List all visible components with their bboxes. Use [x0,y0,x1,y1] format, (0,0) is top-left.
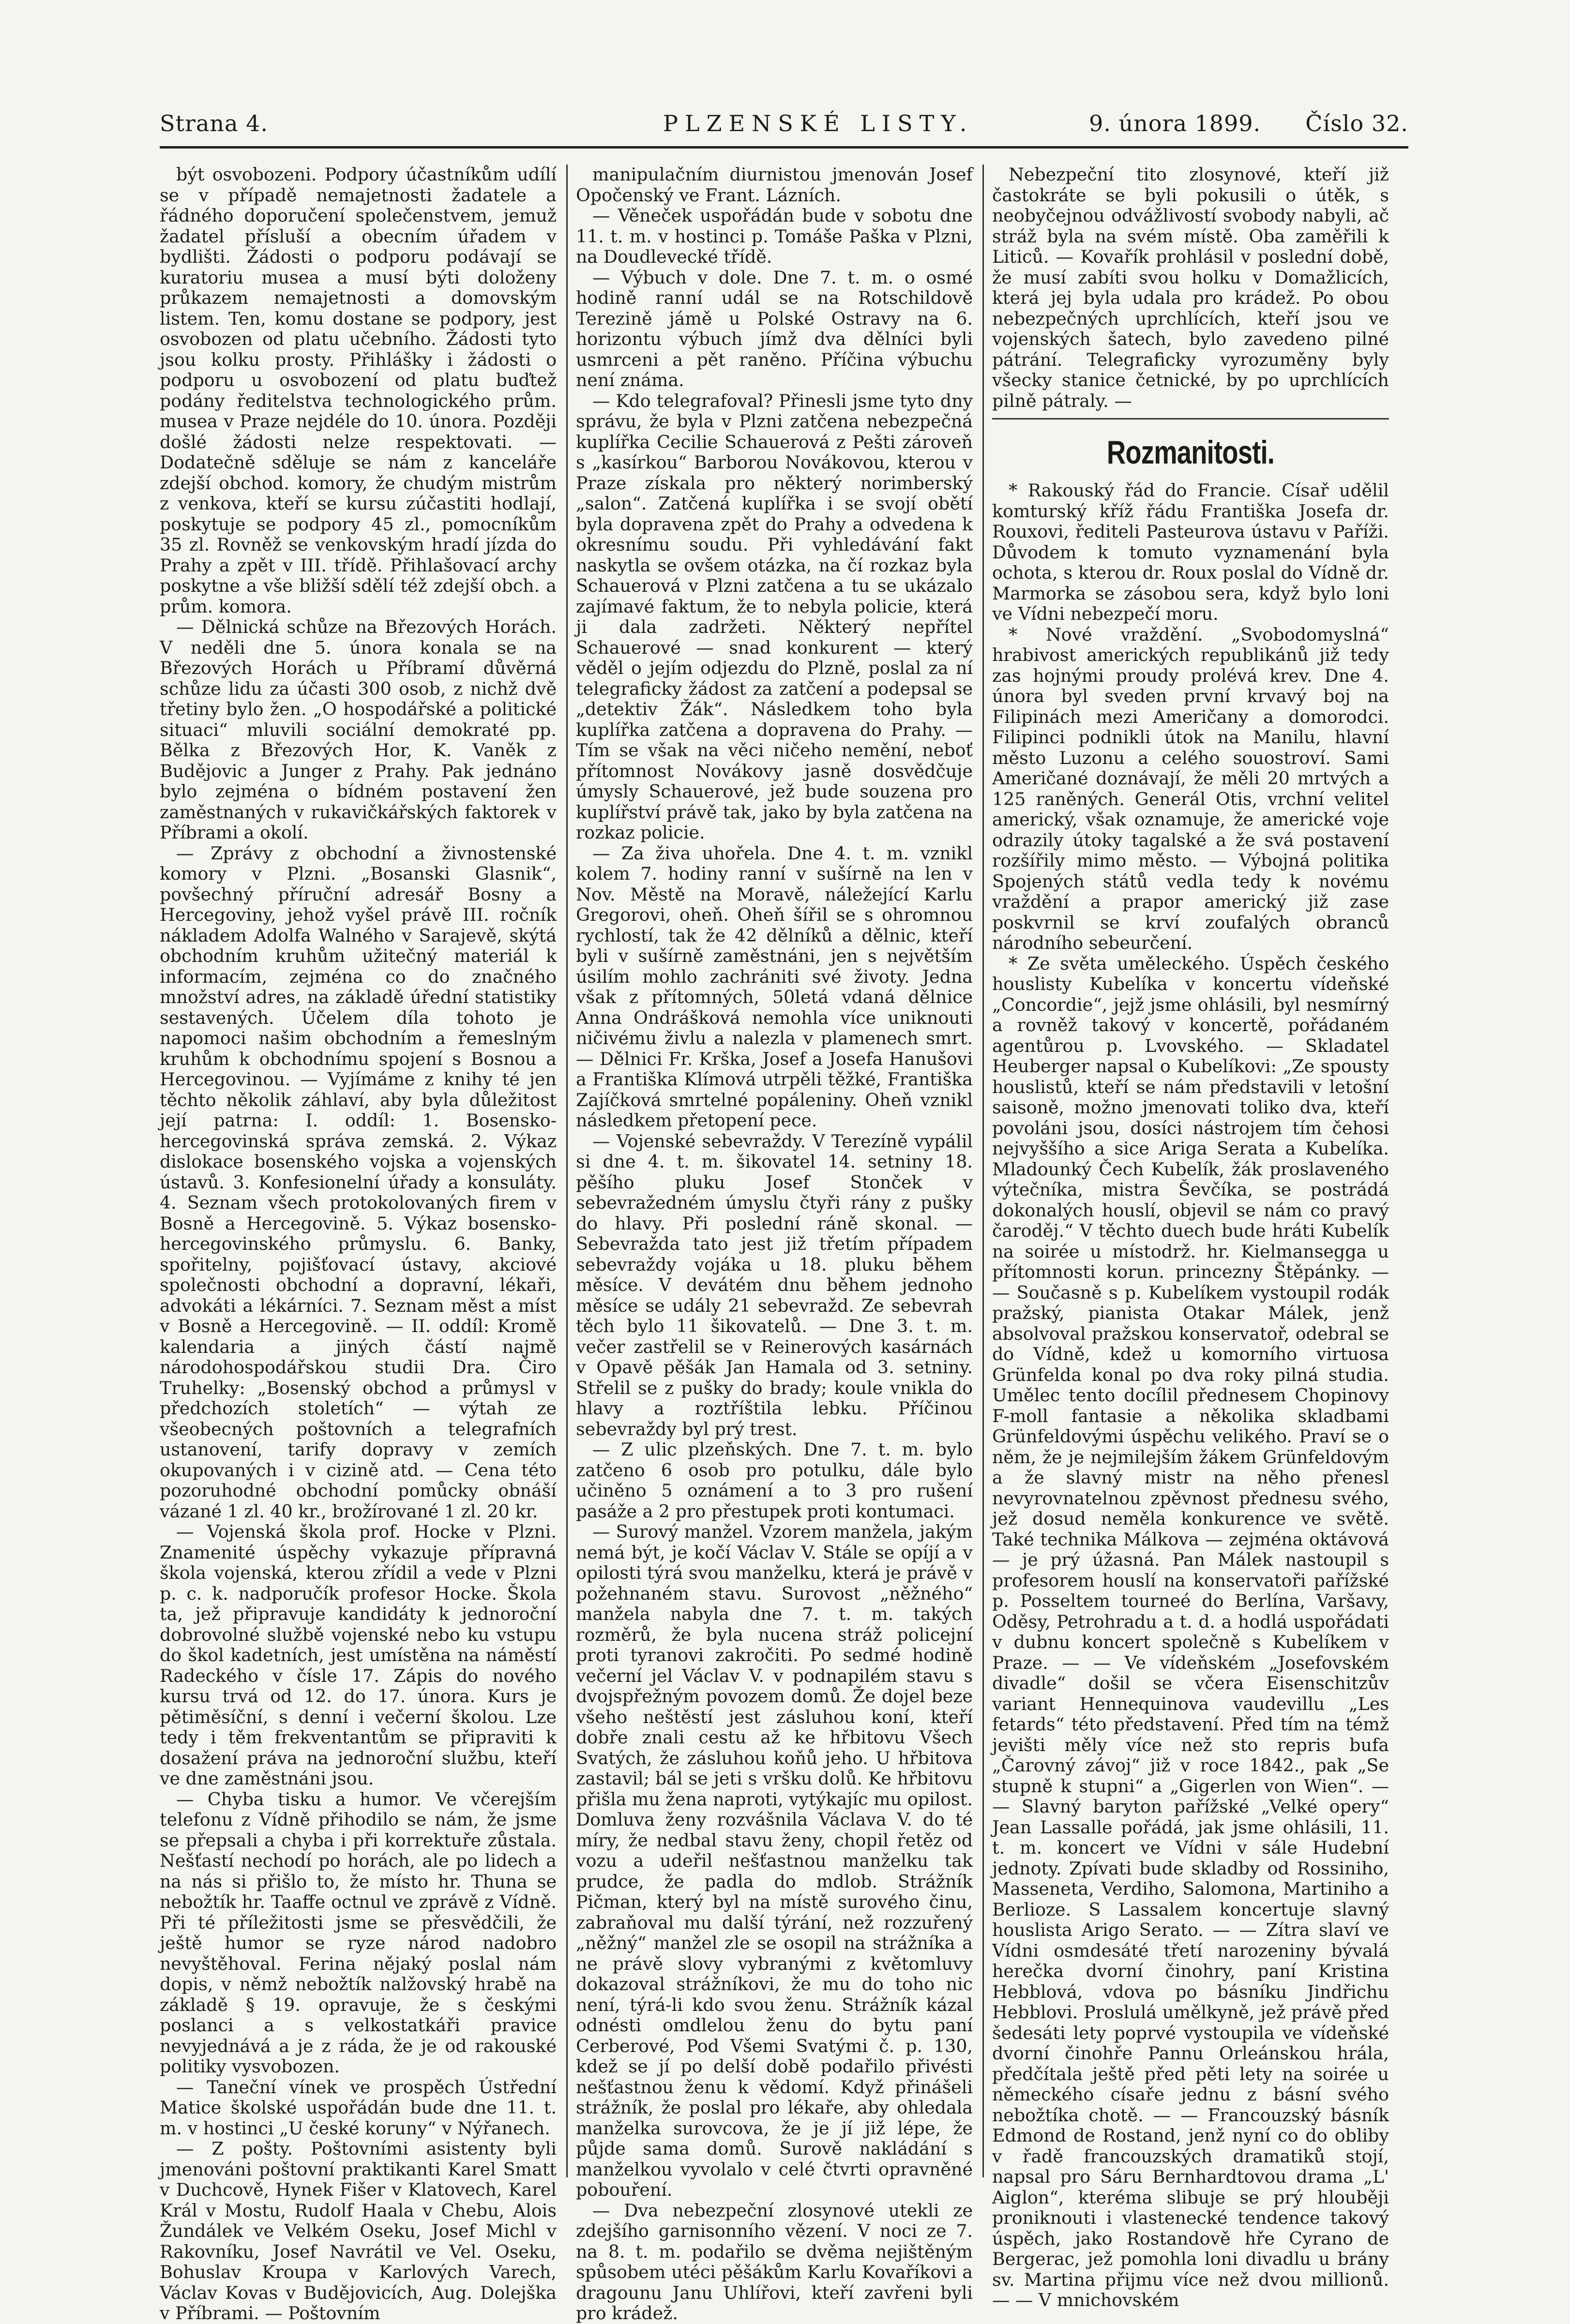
column-3 [992,164,1389,2310]
column-divider [982,165,984,2177]
article-paragraph: — Kdo telegrafoval? Přinesli jsme tyto dny správu, že byla v Plzni zatčena nebezpečná kuplířka Cecilie Schauerová z Pešti zároveň s „kasírkou“ Barborou Novákovou, kterou v Praze získala pro některý norimberský „salon“. Zatčená kuplířka i se svojí obětí byla dopravena zpět do Prahy a odvedena k okresnímu soudu. Při vyhledávání fakt naskytla se ovšem otázka, na čí rozkaz byla Schauerová v Plzni zatčena a tu se ukázalo zajímavé faktum, že to nebyla policie, která ji dala zadržeti. Některý nepřítel Schauerové — snad konkurent — který věděl o jejím odjezdu do Plzně, poslal za ní telegraficky žádost za zatčení a podepsal se „detektiv Žák“. Následkem toho byla kuplířka zatčena a dopravena do Prahy. — Tím se však na věci ničeho nemění, neboť přítomnost Novákovy jasně dosvědčuje úmysly Schauerové, jež bude souzena pro kuplířství právě tak, jako by byla zatčena na rozkaz policie. [576,390,973,843]
article-paragraph: — Dva nebezpeční zlosynové utekli ze zdejšího garnisonního vězení. V noci ze 7. na 8. t. m. podařilo se dvěma nejištěným spůsobem utéci pěšákům Karlu Kovaříkovi a dragounu Janu Uhlířovi, kteří zavřeni byli pro krádež. [576,2200,973,2324]
section-heading: Rozmanitosti. [1106,434,1275,471]
article-paragraph: — Surový manžel. Vzorem manžela, jakým nemá být, je kočí Václav V. Stále se opíjí a v opilosti týrá svou manželku, která je právě v požehnaném stavu. Surovost „něžného“ manžela nabyla dne 7. t. m. takých rozměrů, že byla nucena stráž policejní proti tyranovi zakročiti. Po sedmé hodině večerní jel Václav V. v podnapilém stavu s dvojspřežným povozem domů. Že dojel beze všeho neštěstí jest zásluhou koní, kteří dobře znali cestu až ke hřbitovu Všech Svatých, že zásluhou koňů jeho. U hřbitova zastavil; bál se jeti s vršku dolů. Ke hřbitovu přišla mu žena naproti, vytýkajíc mu opilost. Domluva ženy rozvášnila Václava V. do té míry, že nedbal stavu ženy, chopil řetěz od vozu a udeřil nešťastnou manželku tak prudce, že padla do mdlob. Strážník Pičman, který byl na místě surového činu, zabraňoval mu další týrání, než rozzuřený „něžný“ manžel zle se osopil na strážníka a ne právě slovy vybranými z květomluvy dokazoval strážníkovi, že mu do toho nic není, týrá-li kdo svou ženu. Strážník kázal odnésti omdlelou ženu do bytu paní Cerberové, Pod Všemi Svatými č. p. 130, kdež se jí po delší době podařilo přivésti nešťastnou ženu k vědomí. Když přinášeli strážník, že poslal pro lékaře, aby ohledala manželka surovcova, že je jí již lépe, že půjde sama domů. Surově nakládání s manželkou vyvolalo v celé čtvrti opravněné pobouření. [576,1521,973,2200]
article-paragraph: — Z ulic plzeňských. Dne 7. t. m. bylo zatčeno 6 osob pro potulku, dále bylo učiněno 5 oznámení a to 3 pro rušení pasáže a 2 pro přestupek proti kontumaci. [576,1439,973,1522]
issue-number: Číslo 32. [1305,110,1408,136]
header-rule [160,146,1408,149]
section-rule [992,418,1389,420]
issue-date: 9. února 1899. [1089,110,1261,136]
column-divider [566,165,568,2177]
page-header [160,102,1408,145]
article-paragraph: — Věneček uspořádán bude v sobotu dne 11. t. m. v hostinci p. Tomáše Paška v Plzni, na Doudlevecké třídě. [576,205,973,267]
newspaper-page [160,102,1408,2324]
column-1 [160,164,557,2324]
article-paragraph: — Dělnická schůze na Březových Horách. V neděli dne 5. února konala se na Březových Horách u Příbramí důvěrná schůze lidu za účasti 300 osob, z nichž dvě třetiny bylo žen. „O hospodářské a politické situaci“ mluvili sociální demokraté pp. Bělka z Březových Hor, K. Vaněk z Budějovic a Junger z Prahy. Pak jednáno bylo zejména o bídném postavení žen zaměstnaných v rukavičkářských faktorek v Příbrami a okolí. [160,616,557,843]
article-paragraph: * Ze světa uměleckého. Úspěch českého houslisty Kubelíka v koncertu vídeňské „Concordie“, jejž jsme ohlásili, byl nesmírný a rovněž takový v koncertě, pořádaném agentůrou p. Lvovského. — Skladatel Heuberger napsal o Kubelíkovi: „Ze spousty houslistů, kteří se nám představili v letošní saisoně, možno jmenovati toliko dva, kteří povoláni jsou, dosíci nástrojem tím čehosi nejvyššího a sice Ariga Serata a Kubelíka. Mladounký Čech Kubelík, žák proslaveného výtečníka, mistra Ševčíka, se postrádá dokonalých houslí, objevil se nám co pravý čaroděj.“ V těchto duech bude hráti Kubelík na soirée u místodrž. hr. Kielmansegga u přítomnosti korun. princezny Štěpánky. — — Současně s p. Kubelíkem vystoupil rodák pražský, pianista Otakar Málek, jenž absolvoval pražskou konservatoř, odebral se do Vídně, kdež u komorního virtuosa Grünfelda konal po dva roky pilná studia. Umělec tento docílil přednesem Chopinovy F-moll fantasie a několika skladbami Grünfeldovými úspěchu velikého. Praví se o něm, že je nejmilejším žákem Grünfeldovým a že slavný mistr na něho přenesl nevyrovnatelnou zpěvnost přednesu svého, jež dosud neměla konkurence ve světě. Také technika Málkova — zejména oktávová — je prý úžasná. Pan Málek nastoupil s profesorem houslí na konservatoři pařížské p. Posseltem tourneé do Berlína, Varšavy, Oděsy, Petrohradu a t. d. a hodlá uspořádati v dubnu koncert společně s Kubelíkem v Praze. — — Ve vídeňském „Josefovském divadle“ došil se včera Eisenschitzův variant Hennequinova vaudevillu „Les fetards“ této představení. Před tím na témž jevišti měly více než sto repris bufa „Čarovný závoj“ již v roce 1842., pak „Se stupně k stupni“ a „Gigerlen von Wien“. — — Slavný baryton pařížské „Velké opery“ Jean Lassalle pořádá, jak jsme ohlásili, 11. t. m. koncert ve Vídni v sále Hudební jednoty. Zpívati bude skladby od Rossiniho, Masseneta, Verdiho, Salomona, Martiniho a Berlioze. S Lassalem koncertuje slavný houslista Arigo Serato. — — Zítra slaví ve Vídni osmdesáté třetí narozeniny bývalá herečka dvorní činohry, paní Kristina Hebblová, vdova po básníku Jindřichu Hebblovi. Proslulá umělkyně, jež právě před šedesáti lety poprvé vystoupila ve vídeňské dvorní činohře Pannu Orleánskou hrála, předčítala ještě před pěti lety na soirée u německého císaře jednu z básní svého nebožtíka chotě. — — Francouzský básník Edmond de Rostand, jenž nyní co do obliby v řadě francouzských dramatiků stojí, napsal pro Sáru Bernhardtovou drama „L' Aiglon“, kteréma slibuje se prý hlouběji proniknouti i vlastenecké tendence takový úspěch, jako Rostandově hře Cyrano de Bergerac, jež pomohla loni divadlu u brány sv. Martina přijmu více než dvou millionů. — — V mnichovském [992,953,1389,2310]
article-paragraph: — Chyba tisku a humor. Ve včerejším telefonu z Vídně přihodilo se nám, že jsme se přepsali a chyba i při korrektuře zůstala. Nešťastí nechodí po horách, ale po lidech a na nás si přišlo to, že místo hr. Thuna se nebožtík hr. Taaffe octnul ve zprávě z Vídně. Při té příležitosti jsme se přesvědčili, že ještě humor se ryze národ nadobro nevyštěhoval. Ferina nějaký poslal nám dopis, v němž nebožtík nalžovský hrabě na základě § 19. opravuje, že s českými poslanci a s velkostatkáři pravice nevyjednává a je z ráda, že je od rakouské politiky vysvobozen. [160,1788,557,2077]
article-paragraph: Nebezpeční tito zlosynové, kteří již častokráte se byli pokusili o útěk, s neobyčejnou odvážlivostí svobody nabyli, ač stráž byla na svém místě. Oba zaměřili k Liticů. — Kovařík prohlásil v poslední době, že musí zabíti svou holku v Domažlicích, která jej byla udala pro krádež. Po obou nebezpečných uprchlících, kteří jsou ve vojenských šatech, bylo zavedeno pilné pátrání. Telegraficky vyrozuměny byly všecky stanice četnické, by po uprchlících pilně pátraly. — [992,164,1389,411]
article-paragraph: — Vojenská škola prof. Hocke v Plzni. Znamenité úspěchy vykazuje přípravná škola vojenská, kterou zřídil a vede v Plzni p. c. k. nadporučík profesor Hocke. Škola ta, jež připravuje kandidáty k jednoroční dobrovolné službě vojenské nebo ku vstupu do škol kadetních, jest umístěna na náměstí Radeckého v čísle 17. Zápis do nového kursu trvá od 12. do 17. února. Kurs je pětiměsíční, s denní i večerní školou. Lze tedy i těm frekventantům se připraviti k dosažení práva na jednoroční službu, kteří ve dne zaměstnáni jsou. [160,1521,557,1789]
article-paragraph: být osvobozeni. Podpory účastníkům udílí se v případě nemajetnosti žadatele a řádného doporučení společenstvem, jemuž žadatel přísluší a obecním úřadem v bydlišti. Žádosti o podporu podávají se kuratoriu musea a musí býti doloženy průkazem nemajetnosti a domovským listem. Ten, komu dostane se podpory, jest osvobozen od platu učebního. Žádosti tyto jsou kolku prosty. Přihlášky i žádosti o podporu u osvobození od platu buďtež podány ředitelstva technologického prům. musea v Praze nejdéle do 10. února. Později došlé žádosti nelze respektovati. — Dodatečně sděluje se nám z kanceláře zdejší obchod. komory, že chudým mistrům z venkova, kteří se kursu zúčastiti hodlají, poskytuje se podpory 45 zl., pomocníkům 35 zl. Rovněž se venkovským hradí jízda do Prahy a zpět v III. třídě. Přihlašovací archy poskytne a vše bližší sdělí též zdejší obch. a prům. komora. [160,164,557,617]
article-paragraph: — Taneční vínek ve prospěch Ústřední Matice školské uspořádán bude dne 11. t. m. v hostinci „U české koruny“ v Nýřanech. [160,2076,557,2139]
article-paragraph: * Rakouský řád do Francie. Císař udělil komturský kříž řádu Františka Josefa dr. Rouxovi, řediteli Pasteurova ústavu v Paříži. Důvodem k tomuto vyznamenání byla ochota, s kterou dr. Roux poslal do Vídně dr. Marmorka se zásobou sera, když bylo loni ve Vídni nebezpečí moru. [992,480,1389,624]
article-paragraph: — Vojenské sebevraždy. V Terezíně vypálil si dne 4. t. m. šikovatel 14. setniny 18. pěšího pluku Josef Stonček v sebevražedném úmyslu čtyři rány z pušky do hlavy. Při poslední ráně skonal. — Sebevražda tato jest již třetím případem sebevraždy vojáka u 18. pluku během měsíce. V devátém dnu během jednoho měsíce se udály 21 sebevražd. Ze sebevrah těch bylo 11 šikovatelů. — Dne 3. t. m. večer zastřelil se v Reinerových kasárnách v Opavě pěšák Jan Hamala od 3. setniny. Střelil se z pušky do brady; koule vnikla do hlavy a roztříštila lebku. Příčinou sebevraždy byl prý trest. [576,1130,973,1439]
article-paragraph: — Výbuch v dole. Dne 7. t. m. o osmé hodině ranní udál se na Rotschildově Terezině jámě u Polské Ostravy na 6. horizontu výbuch jímž dva dělníci byli usmrceni a pět raněno. Příčina výbuchu není známa. [576,267,973,390]
article-paragraph: manipulačním diurnistou jmenován Josef Opočenský ve Frant. Lázních. [576,164,973,206]
masthead-title: PLZENSKÉ LISTY. [663,110,974,136]
article-paragraph: — Zprávy z obchodní a živnostenské komory v Plzni. „Bosanski Glasnik“, povšechný příruční adresář Bosny a Hercegoviny, jehož vyšel právě III. ročník nákladem Adolfa Walného v Sarajevě, skýtá obchodním kruhům užitečný materiál k informacím, zejména co do značného množství adres, na základě úřední statistiky sestavených. Účelem díla tohoto je napomoci našim obchodním a řemeslným kruhům k obchodnímu spojení s Bosnou a Hercegovinou. — Vyjímáme z knihy té jen těchto několik záhlaví, aby byla důležitost její patrna: I. oddíl: 1. Bosensko-hercegovinská správa zemská. 2. Výkaz dislokace bosenského vojska a vojenských ústavů. 3. Konfesionelní úřady a konsuláty. 4. Seznam všech protokolovaných firem v Bosně a Hercegovině. 5. Výkaz bosensko-hercegovinského průmyslu. 6. Banky, spořitelny, pojišťovací ústavy, akciové společnosti obchodní a dopravní, lékaři, advokáti a lékárníci. 7. Seznam měst a míst v Bosně a Hercegovině. — II. oddíl: Kromě kalendaria a jiných částí najmě národohospodářskou studii Dra. Čiro Truhelky: „Bosenský obchod a průmysl v předchozích stoletích“ — výtah ze všeobecných poštovních a telegrafních ustanovení, tarify dopravy v zemích okupovaných i v cizině atd. — Cena této pozoruhodné obchodní pomůcky obnáší vázané 1 zl. 40 kr., brožírované 1 zl. 20 kr. [160,842,557,1522]
page-number: Strana 4. [160,110,268,136]
article-paragraph: — Z pošty. Poštovními asistenty byli jmenováni poštovní praktikanti Karel Smatt v Duchcově, Hynek Fišer v Klatovech, Karel Král v Mostu, Rudolf Haala v Chebu, Alois Žundálek ve Velkém Oseku, Josef Michl v Rakovníku, Josef Navrátil ve Vel. Oseku, Bohuslav Kroupa v Karlových Varech, Václav Kovas v Budějovicích, Aug. Dolejška v Příbrami. — Poštovním [160,2138,557,2324]
column-2 [576,164,973,2324]
article-paragraph: — Za živa uhořela. Dne 4. t. m. vznikl kolem 7. hodiny ranní v sušírně na len v Nov. Městě na Moravě, náležející Karlu Gregorovi, oheň. Oheň šířil se s ohromnou rychlostí, tak že 42 dělníků a dělnic, kteří byli v sušírně zaměstnáni, jen s největším úsilím mohlo zachrániti své životy. Jedna však z přítomných, 50letá vdaná dělnice Anna Ondrášková nemohla více uniknouti ničivému živlu a nalezla v plamenech smrt. — Dělnici Fr. Krška, Josef a Josefa Hanušovi a Františka Klímová utrpěli těžké, Františka Zajíčková smrtelné popáleniny. Oheň vznikl následkem přetopení pece. [576,842,973,1131]
columns [160,164,1408,2324]
article-paragraph: * Nové vraždění. „Svobodomyslná“ hrabivost amerických republikánů již tedy zas hojnými proudy prolévá krev. Dne 4. února byl sveden první krvavý boj na Filipinách mezi Američany a domorodci. Filipinci podnikli útok na Manilu, hlavní město Luzonu a celého souostroví. Sami Američané doznávají, že měli 20 mrtvých a 125 raněných. Generál Otis, vrchní velitel americký, však oznamuje, že americké voje odrazily útoky tagalské a že svá postavení rozšířily mimo město. — Výbojná politika Spojených států vedla tedy k novému vraždění a prapor americký již zase poskvrnil se krví zoufalých obranců národního sebeurčení. [992,624,1389,953]
